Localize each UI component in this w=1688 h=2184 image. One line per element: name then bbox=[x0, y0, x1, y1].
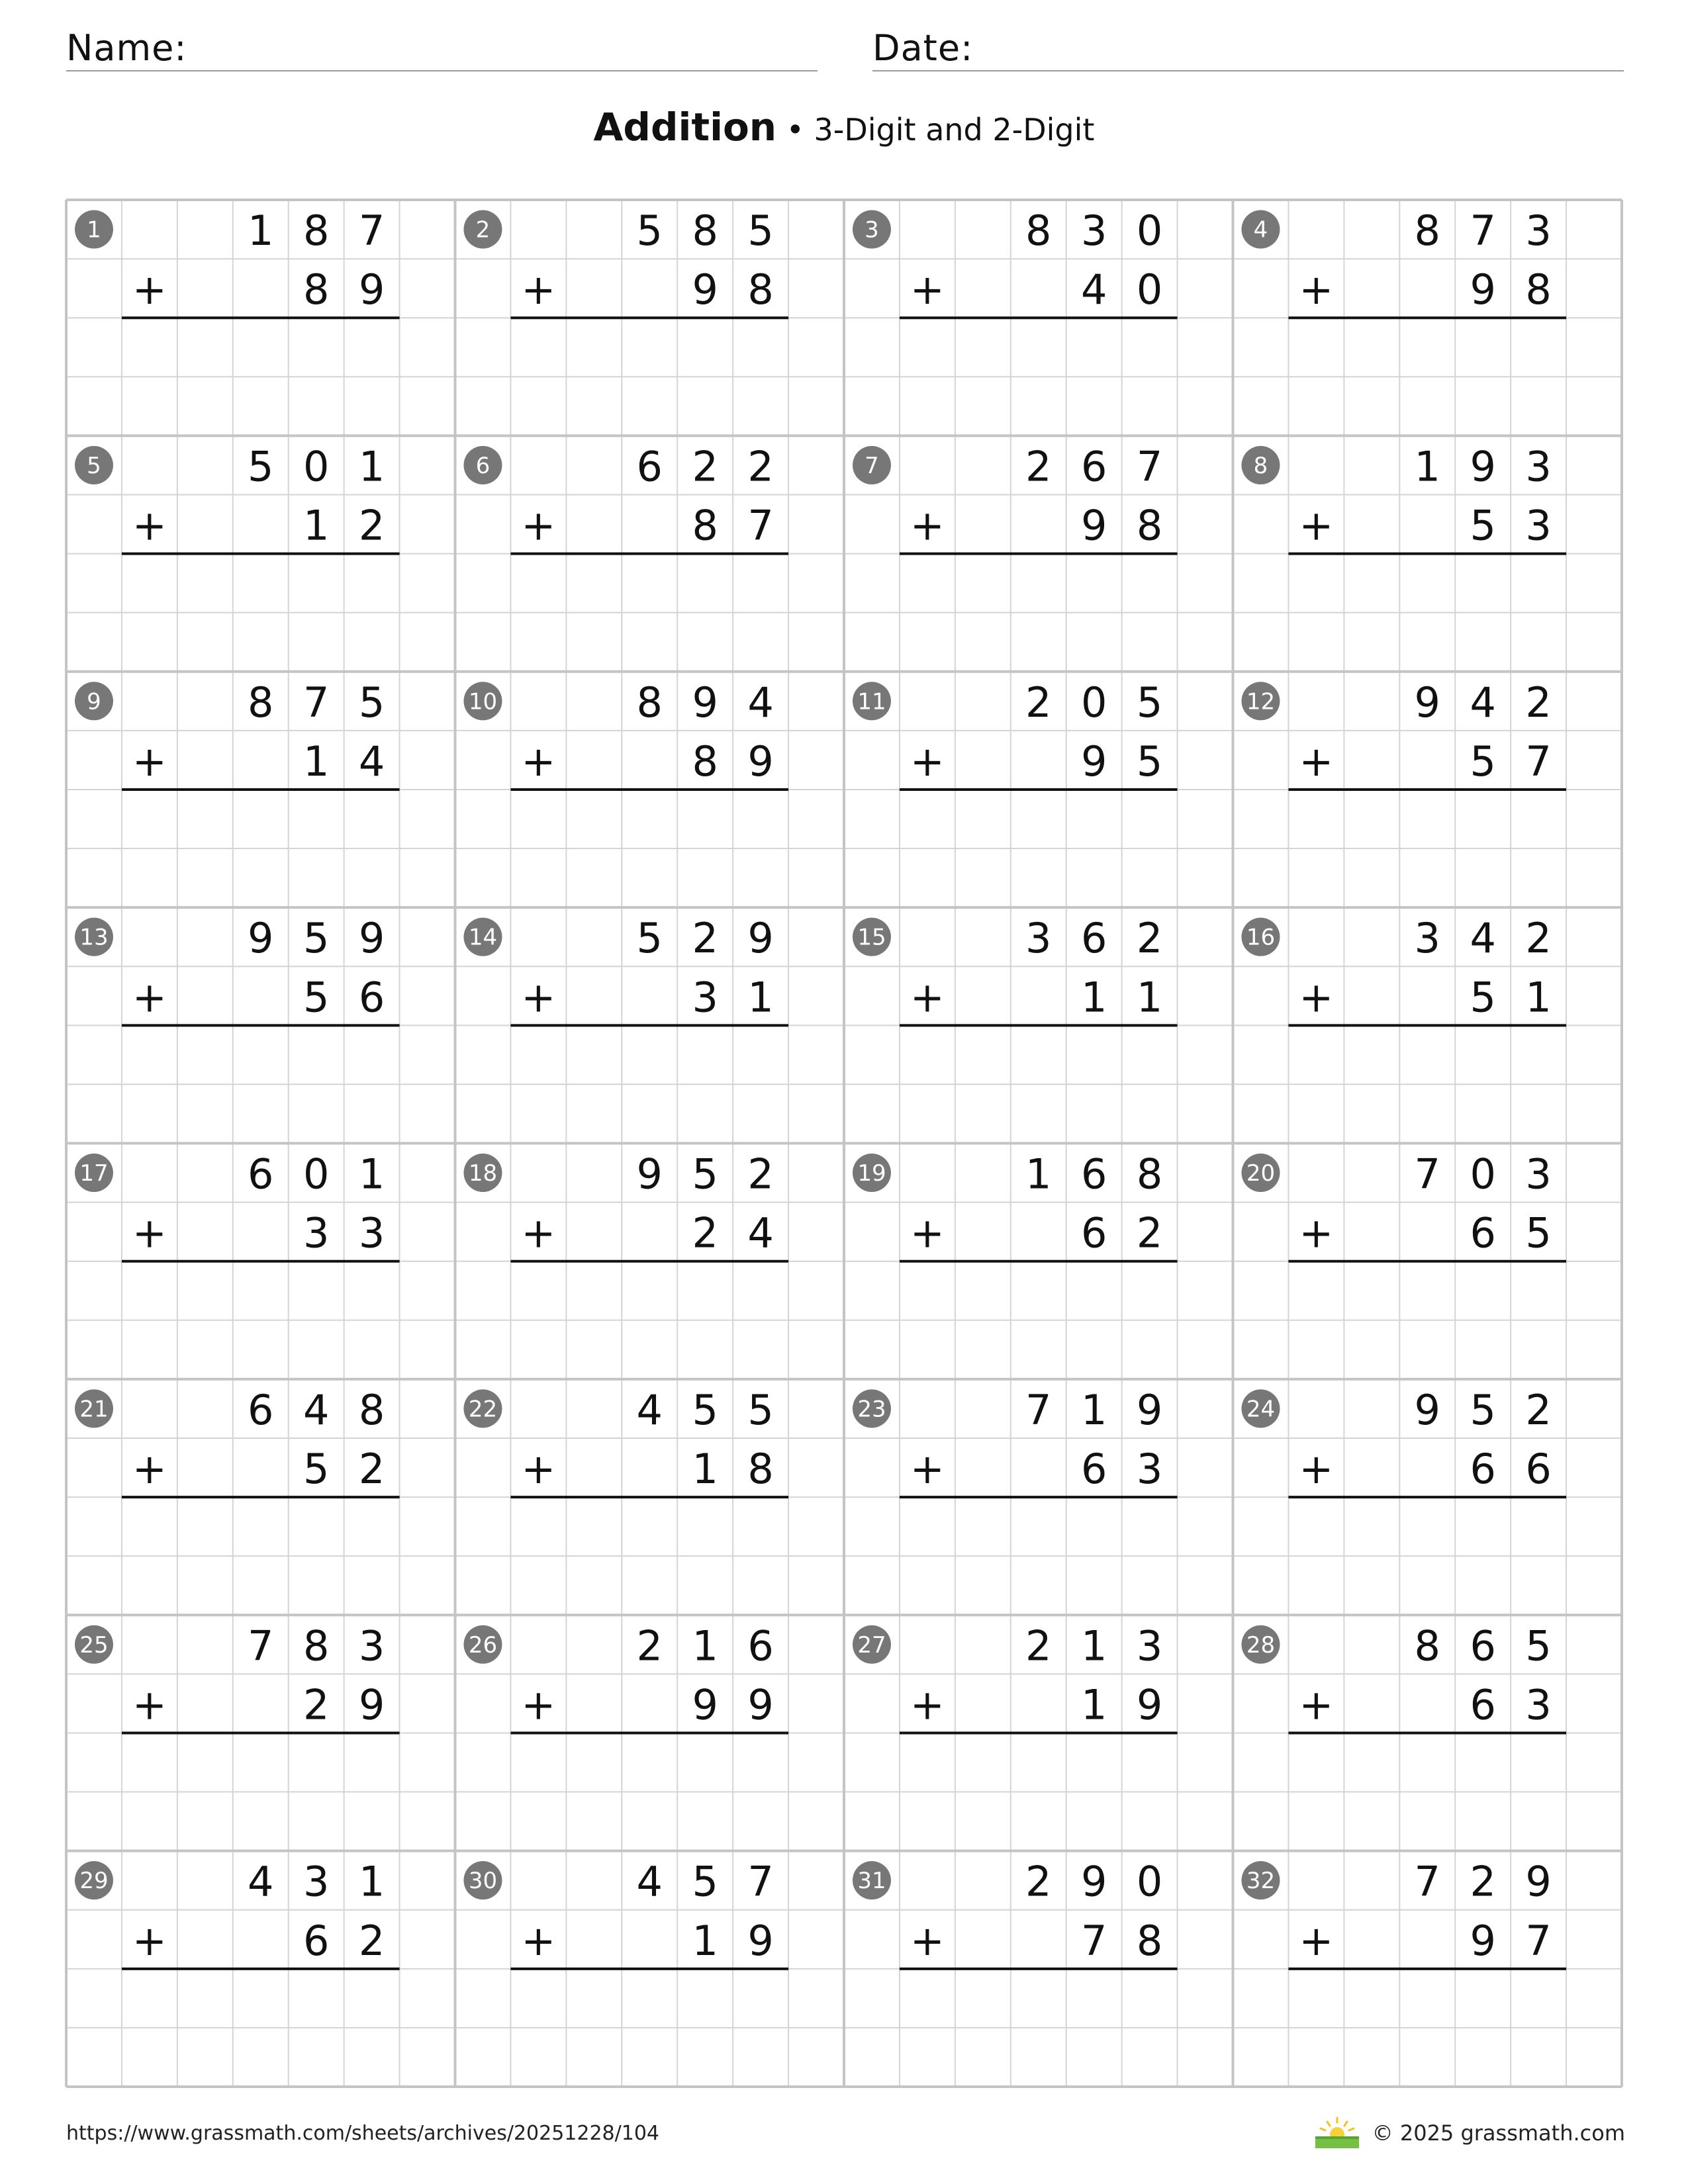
title-main: Addition bbox=[593, 105, 777, 150]
answer-area[interactable] bbox=[122, 320, 400, 433]
footer-brand bbox=[1313, 2115, 1625, 2151]
answer-area[interactable] bbox=[1288, 792, 1566, 905]
plus-sign: + bbox=[910, 501, 945, 550]
plus-sign: + bbox=[132, 501, 167, 550]
bottom-addend-digit: 5 bbox=[303, 973, 330, 1022]
bottom-addend-digit: 6 bbox=[358, 973, 385, 1022]
bottom-addend-digit: 0 bbox=[1136, 265, 1163, 314]
problem-10 bbox=[463, 678, 788, 905]
top-addend-digit: 5 bbox=[303, 914, 330, 963]
problem-number: 31 bbox=[857, 1868, 886, 1895]
top-addend-digit: 7 bbox=[1470, 206, 1496, 255]
problem-number: 27 bbox=[857, 1631, 886, 1659]
top-addend-digit: 0 bbox=[1136, 206, 1163, 255]
top-addend-digit: 8 bbox=[1414, 1621, 1440, 1670]
top-addend-digit: 7 bbox=[1414, 1150, 1440, 1199]
top-addend-digit: 9 bbox=[1136, 1385, 1163, 1434]
bottom-addend-digit: 3 bbox=[1136, 1445, 1163, 1494]
problem-number: 22 bbox=[468, 1396, 498, 1423]
top-addend-digit: 9 bbox=[1080, 1857, 1107, 1906]
problem-21 bbox=[75, 1386, 400, 1612]
problem-4 bbox=[1241, 206, 1566, 433]
top-addend-digit: 9 bbox=[1414, 678, 1440, 727]
bottom-addend-digit: 2 bbox=[358, 1916, 385, 1965]
bottom-addend-digit: 1 bbox=[303, 737, 330, 786]
bottom-addend-digit: 5 bbox=[1470, 973, 1496, 1022]
top-addend-digit: 5 bbox=[692, 1385, 718, 1434]
problem-number: 32 bbox=[1246, 1868, 1276, 1895]
top-addend-digit: 3 bbox=[1414, 914, 1440, 963]
top-addend-digit: 5 bbox=[636, 206, 663, 255]
top-addend-digit: 2 bbox=[1470, 1857, 1496, 1906]
problem-18 bbox=[463, 1150, 788, 1377]
plus-sign: + bbox=[910, 737, 945, 786]
top-addend-digit: 7 bbox=[747, 1857, 774, 1906]
top-addend-digit: 2 bbox=[692, 914, 718, 963]
plus-sign: + bbox=[1299, 1680, 1334, 1729]
bottom-addend-digit: 6 bbox=[1080, 1445, 1107, 1494]
top-addend-digit: 2 bbox=[636, 1621, 663, 1670]
answer-area[interactable] bbox=[510, 1264, 788, 1377]
top-addend-digit: 1 bbox=[692, 1621, 718, 1670]
problem-number: 19 bbox=[857, 1160, 886, 1187]
answer-area[interactable] bbox=[122, 792, 400, 905]
top-addend-digit: 0 bbox=[303, 1150, 330, 1199]
problem-number: 17 bbox=[79, 1160, 109, 1187]
answer-area[interactable] bbox=[1288, 320, 1566, 433]
top-addend-digit: 1 bbox=[358, 442, 385, 491]
problem-31 bbox=[853, 1858, 1178, 2084]
bottom-addend-digit: 7 bbox=[1080, 1916, 1107, 1965]
problem-number: 7 bbox=[865, 452, 879, 479]
problem-number: 25 bbox=[79, 1631, 109, 1659]
bottom-addend-digit: 2 bbox=[1136, 1208, 1163, 1257]
answer-area[interactable] bbox=[510, 1972, 788, 2084]
bottom-addend-digit: 9 bbox=[692, 1680, 718, 1729]
plus-sign: + bbox=[521, 973, 556, 1022]
problem-14 bbox=[463, 914, 788, 1140]
bottom-addend-digit: 2 bbox=[358, 501, 385, 550]
plus-sign: + bbox=[1299, 1445, 1334, 1494]
plus-sign: + bbox=[1299, 1916, 1334, 1965]
problem-12 bbox=[1241, 678, 1566, 905]
bottom-addend-digit: 5 bbox=[1136, 737, 1163, 786]
top-addend-digit: 2 bbox=[1525, 1385, 1552, 1434]
top-addend-digit: 1 bbox=[358, 1857, 385, 1906]
plus-sign: + bbox=[132, 265, 167, 314]
problem-9 bbox=[75, 678, 400, 905]
problem-number: 9 bbox=[87, 688, 101, 715]
top-addend-digit: 1 bbox=[248, 206, 274, 255]
top-addend-digit: 0 bbox=[1470, 1150, 1496, 1199]
plus-sign: + bbox=[1299, 973, 1334, 1022]
top-addend-digit: 1 bbox=[1414, 442, 1440, 491]
plus-sign: + bbox=[910, 1445, 945, 1494]
problem-26 bbox=[463, 1621, 788, 1848]
plus-sign: + bbox=[1299, 265, 1334, 314]
plus-sign: + bbox=[910, 973, 945, 1022]
problem-number: 5 bbox=[87, 452, 101, 479]
bottom-addend-digit: 8 bbox=[1136, 501, 1163, 550]
answer-area[interactable] bbox=[1288, 1735, 1566, 1848]
bottom-addend-digit: 2 bbox=[692, 1208, 718, 1257]
top-addend-digit: 8 bbox=[248, 678, 274, 727]
top-addend-digit: 1 bbox=[358, 1150, 385, 1199]
bottom-addend-digit: 2 bbox=[303, 1680, 330, 1729]
plus-sign: + bbox=[1299, 1208, 1334, 1257]
plus-sign: + bbox=[521, 737, 556, 786]
answer-area[interactable] bbox=[1288, 1264, 1566, 1377]
answer-area[interactable] bbox=[510, 1028, 788, 1140]
bottom-addend-digit: 3 bbox=[303, 1208, 330, 1257]
bottom-addend-digit: 9 bbox=[747, 737, 774, 786]
answer-area[interactable] bbox=[1288, 557, 1566, 669]
plus-sign: + bbox=[1299, 737, 1334, 786]
answer-area[interactable] bbox=[510, 1735, 788, 1848]
top-addend-digit: 6 bbox=[1470, 1621, 1496, 1670]
problem-29 bbox=[75, 1858, 400, 2084]
top-addend-digit: 2 bbox=[747, 1150, 774, 1199]
bottom-addend-digit: 9 bbox=[1136, 1680, 1163, 1729]
top-addend-digit: 8 bbox=[1025, 206, 1052, 255]
top-addend-digit: 3 bbox=[358, 1621, 385, 1670]
answer-area[interactable] bbox=[900, 1028, 1178, 1140]
bottom-addend-digit: 7 bbox=[747, 501, 774, 550]
top-addend-digit: 3 bbox=[303, 1857, 330, 1906]
bottom-addend-digit: 6 bbox=[1525, 1445, 1552, 1494]
top-addend-digit: 5 bbox=[358, 678, 385, 727]
answer-area[interactable] bbox=[510, 320, 788, 433]
bottom-addend-digit: 2 bbox=[358, 1445, 385, 1494]
plus-sign: + bbox=[132, 1916, 167, 1965]
footer-url[interactable]: https://www.grassmath.com/sheets/archives/20251228/104 bbox=[66, 2122, 660, 2145]
answer-area[interactable] bbox=[900, 1972, 1178, 2084]
answer-area[interactable] bbox=[510, 1500, 788, 1612]
problem-2 bbox=[463, 206, 788, 433]
bottom-addend-digit: 9 bbox=[1080, 501, 1107, 550]
problem-number: 4 bbox=[1253, 216, 1268, 244]
bottom-addend-digit: 3 bbox=[358, 1208, 385, 1257]
bottom-addend-digit: 7 bbox=[1525, 737, 1552, 786]
plus-sign: + bbox=[910, 1916, 945, 1965]
bottom-addend-digit: 5 bbox=[303, 1445, 330, 1494]
top-addend-digit: 6 bbox=[1080, 914, 1107, 963]
answer-area[interactable] bbox=[122, 1264, 400, 1377]
bottom-addend-digit: 9 bbox=[1470, 1916, 1496, 1965]
top-addend-digit: 8 bbox=[692, 206, 718, 255]
plus-sign: + bbox=[132, 1445, 167, 1494]
bottom-addend-digit: 3 bbox=[1525, 501, 1552, 550]
top-addend-digit: 9 bbox=[747, 914, 774, 963]
problem-25 bbox=[75, 1621, 400, 1848]
answer-area[interactable] bbox=[900, 1500, 1178, 1612]
problem-number: 6 bbox=[475, 452, 491, 479]
top-addend-digit: 1 bbox=[1025, 1150, 1052, 1199]
problem-number: 30 bbox=[468, 1868, 498, 1895]
top-addend-digit: 0 bbox=[1136, 1857, 1163, 1906]
problem-number: 3 bbox=[865, 216, 879, 244]
top-addend-digit: 6 bbox=[747, 1621, 774, 1670]
problem-number: 28 bbox=[1246, 1631, 1276, 1659]
problem-28 bbox=[1241, 1621, 1566, 1848]
top-addend-digit: 9 bbox=[1414, 1385, 1440, 1434]
problem-number: 13 bbox=[79, 924, 109, 951]
answer-area[interactable] bbox=[510, 792, 788, 905]
problem-number: 26 bbox=[468, 1631, 498, 1659]
plus-sign: + bbox=[132, 973, 167, 1022]
top-addend-digit: 4 bbox=[636, 1857, 663, 1906]
problem-8 bbox=[1241, 442, 1566, 668]
title-subtitle: • 3-Digit and 2-Digit bbox=[776, 112, 1095, 148]
top-addend-digit: 6 bbox=[248, 1150, 274, 1199]
bottom-addend-digit: 5 bbox=[1470, 737, 1496, 786]
problem-32 bbox=[1241, 1858, 1566, 2084]
answer-area[interactable] bbox=[122, 557, 400, 669]
sun-over-grass-icon bbox=[1313, 2116, 1362, 2150]
top-addend-digit: 5 bbox=[747, 1385, 774, 1434]
problem-number: 29 bbox=[79, 1868, 109, 1895]
problem-30 bbox=[463, 1858, 788, 2084]
bottom-addend-digit: 7 bbox=[1525, 1916, 1552, 1965]
top-addend-digit: 7 bbox=[1414, 1857, 1440, 1906]
problem-5 bbox=[75, 442, 400, 668]
top-addend-digit: 9 bbox=[248, 914, 274, 963]
top-addend-digit: 9 bbox=[358, 914, 385, 963]
bottom-addend-digit: 9 bbox=[1080, 737, 1107, 786]
top-addend-digit: 6 bbox=[636, 442, 663, 491]
answer-area[interactable] bbox=[900, 320, 1178, 433]
top-addend-digit: 8 bbox=[1136, 1150, 1163, 1199]
bottom-addend-digit: 4 bbox=[358, 737, 385, 786]
top-addend-digit: 7 bbox=[1136, 442, 1163, 491]
bottom-addend-digit: 1 bbox=[303, 501, 330, 550]
top-addend-digit: 8 bbox=[358, 1385, 385, 1434]
top-addend-digit: 6 bbox=[1080, 1150, 1107, 1199]
answer-area[interactable] bbox=[900, 792, 1178, 905]
problem-number: 1 bbox=[87, 216, 101, 244]
problem-22 bbox=[463, 1386, 788, 1612]
date-label: Date: bbox=[872, 27, 974, 69]
bottom-addend-digit: 8 bbox=[1525, 265, 1552, 314]
top-addend-digit: 9 bbox=[1525, 1857, 1552, 1906]
bottom-addend-digit: 8 bbox=[747, 265, 774, 314]
problem-number: 12 bbox=[1246, 688, 1276, 715]
problem-3 bbox=[853, 206, 1178, 433]
answer-area[interactable] bbox=[900, 1264, 1178, 1377]
problem-19 bbox=[853, 1150, 1178, 1377]
top-addend-digit: 4 bbox=[636, 1385, 663, 1434]
bottom-addend-digit: 6 bbox=[303, 1916, 330, 1965]
bottom-addend-digit: 9 bbox=[358, 1680, 385, 1729]
problem-number: 16 bbox=[1246, 924, 1276, 951]
bottom-addend-digit: 5 bbox=[1525, 1208, 1552, 1257]
bottom-addend-digit: 8 bbox=[692, 737, 718, 786]
top-addend-digit: 3 bbox=[1080, 206, 1107, 255]
bottom-addend-digit: 1 bbox=[692, 1445, 718, 1494]
top-addend-digit: 3 bbox=[1525, 442, 1552, 491]
bottom-addend-digit: 4 bbox=[747, 1208, 774, 1257]
top-addend-digit: 7 bbox=[358, 206, 385, 255]
top-addend-digit: 5 bbox=[692, 1857, 718, 1906]
plus-sign: + bbox=[1299, 501, 1334, 550]
plus-sign: + bbox=[521, 1916, 556, 1965]
top-addend-digit: 3 bbox=[1025, 914, 1052, 963]
top-addend-digit: 9 bbox=[636, 1150, 663, 1199]
plus-sign: + bbox=[132, 1680, 167, 1729]
problem-24 bbox=[1241, 1386, 1566, 1612]
bottom-addend-digit: 6 bbox=[1470, 1208, 1496, 1257]
top-addend-digit: 5 bbox=[1470, 1385, 1496, 1434]
problem-1 bbox=[75, 206, 400, 433]
top-addend-digit: 8 bbox=[303, 1621, 330, 1670]
top-addend-digit: 1 bbox=[1080, 1385, 1107, 1434]
top-addend-digit: 5 bbox=[692, 1150, 718, 1199]
plus-sign: + bbox=[521, 501, 556, 550]
plus-sign: + bbox=[910, 265, 945, 314]
problem-number: 15 bbox=[857, 924, 886, 951]
plus-sign: + bbox=[910, 1680, 945, 1729]
bottom-addend-digit: 4 bbox=[1080, 265, 1107, 314]
top-addend-digit: 8 bbox=[303, 206, 330, 255]
top-addend-digit: 2 bbox=[1525, 678, 1552, 727]
answer-area[interactable] bbox=[510, 557, 788, 669]
problem-number: 18 bbox=[468, 1160, 498, 1187]
bottom-addend-digit: 8 bbox=[1136, 1916, 1163, 1965]
top-addend-digit: 6 bbox=[248, 1385, 274, 1434]
bottom-addend-digit: 8 bbox=[747, 1445, 774, 1494]
problem-16 bbox=[1241, 914, 1566, 1140]
problem-number: 2 bbox=[475, 216, 491, 244]
top-addend-digit: 5 bbox=[1525, 1621, 1552, 1670]
top-addend-digit: 5 bbox=[1136, 678, 1163, 727]
bottom-addend-digit: 1 bbox=[1136, 973, 1163, 1022]
name-label: Name: bbox=[66, 27, 187, 69]
problem-6 bbox=[463, 442, 788, 668]
answer-area[interactable] bbox=[1288, 1972, 1566, 2084]
answer-area[interactable] bbox=[900, 1735, 1178, 1848]
answer-area[interactable] bbox=[122, 1735, 400, 1848]
top-addend-digit: 8 bbox=[636, 678, 663, 727]
bottom-addend-digit: 6 bbox=[1080, 1208, 1107, 1257]
bottom-addend-digit: 8 bbox=[692, 501, 718, 550]
problem-number: 20 bbox=[1246, 1160, 1276, 1187]
top-addend-digit: 4 bbox=[1470, 678, 1496, 727]
bottom-addend-digit: 1 bbox=[692, 1916, 718, 1965]
bottom-addend-digit: 8 bbox=[303, 265, 330, 314]
top-addend-digit: 2 bbox=[1525, 914, 1552, 963]
top-addend-digit: 2 bbox=[1025, 1621, 1052, 1670]
plus-sign: + bbox=[132, 737, 167, 786]
top-addend-digit: 6 bbox=[1080, 442, 1107, 491]
bottom-addend-digit: 9 bbox=[692, 265, 718, 314]
problem-20 bbox=[1241, 1150, 1566, 1377]
problem-number: 24 bbox=[1246, 1396, 1276, 1423]
footer-copyright: © 2025 grassmath.com bbox=[1372, 2120, 1625, 2146]
bottom-addend-digit: 3 bbox=[692, 973, 718, 1022]
top-addend-digit: 2 bbox=[692, 442, 718, 491]
plus-sign: + bbox=[521, 1445, 556, 1494]
answer-area[interactable] bbox=[1288, 1028, 1566, 1140]
top-addend-digit: 1 bbox=[1080, 1621, 1107, 1670]
plus-sign: + bbox=[132, 1208, 167, 1257]
top-addend-digit: 7 bbox=[1025, 1385, 1052, 1434]
bottom-addend-digit: 3 bbox=[1525, 1680, 1552, 1729]
answer-area[interactable] bbox=[122, 1028, 400, 1140]
bottom-addend-digit: 9 bbox=[358, 265, 385, 314]
top-addend-digit: 5 bbox=[636, 914, 663, 963]
top-addend-digit: 7 bbox=[303, 678, 330, 727]
problem-15 bbox=[853, 914, 1178, 1140]
problem-number: 23 bbox=[857, 1396, 886, 1423]
top-addend-digit: 0 bbox=[1080, 678, 1107, 727]
top-addend-digit: 2 bbox=[747, 442, 774, 491]
answer-area[interactable] bbox=[122, 1972, 400, 2084]
plus-sign: + bbox=[910, 1208, 945, 1257]
problem-number: 21 bbox=[79, 1396, 109, 1423]
top-addend-digit: 4 bbox=[1470, 914, 1496, 963]
top-addend-digit: 9 bbox=[1470, 442, 1496, 491]
top-addend-digit: 3 bbox=[1525, 1150, 1552, 1199]
top-addend-digit: 5 bbox=[248, 442, 274, 491]
problem-number: 11 bbox=[857, 688, 886, 715]
plus-sign: + bbox=[521, 1208, 556, 1257]
plus-sign: + bbox=[521, 1680, 556, 1729]
bottom-addend-digit: 1 bbox=[1080, 973, 1107, 1022]
top-addend-digit: 0 bbox=[303, 442, 330, 491]
bottom-addend-digit: 6 bbox=[1470, 1445, 1496, 1494]
top-addend-digit: 4 bbox=[248, 1857, 274, 1906]
plus-sign: + bbox=[521, 265, 556, 314]
problem-23 bbox=[853, 1386, 1178, 1612]
top-addend-digit: 3 bbox=[1136, 1621, 1163, 1670]
top-addend-digit: 5 bbox=[747, 206, 774, 255]
top-addend-digit: 8 bbox=[1414, 206, 1440, 255]
top-addend-digit: 9 bbox=[692, 678, 718, 727]
bottom-addend-digit: 1 bbox=[1080, 1680, 1107, 1729]
problem-27 bbox=[853, 1621, 1178, 1848]
top-addend-digit: 2 bbox=[1025, 678, 1052, 727]
top-addend-digit: 4 bbox=[303, 1385, 330, 1434]
top-addend-digit: 3 bbox=[1525, 206, 1552, 255]
answer-area[interactable] bbox=[1288, 1500, 1566, 1612]
problem-13 bbox=[75, 914, 400, 1140]
bottom-addend-digit: 5 bbox=[1470, 501, 1496, 550]
top-addend-digit: 7 bbox=[248, 1621, 274, 1670]
problem-number: 14 bbox=[468, 924, 498, 951]
bottom-addend-digit: 9 bbox=[747, 1680, 774, 1729]
problem-number: 8 bbox=[1253, 452, 1268, 479]
bottom-addend-digit: 9 bbox=[1470, 265, 1496, 314]
top-addend-digit: 2 bbox=[1025, 442, 1052, 491]
top-addend-digit: 2 bbox=[1025, 1857, 1052, 1906]
top-addend-digit: 2 bbox=[1136, 914, 1163, 963]
answer-area[interactable] bbox=[122, 1500, 400, 1612]
answer-area[interactable] bbox=[900, 557, 1178, 669]
bottom-addend-digit: 9 bbox=[747, 1916, 774, 1965]
problem-17 bbox=[75, 1150, 400, 1377]
problem-number: 10 bbox=[468, 688, 498, 715]
bottom-addend-digit: 6 bbox=[1470, 1680, 1496, 1729]
bottom-addend-digit: 1 bbox=[747, 973, 774, 1022]
problem-11 bbox=[853, 678, 1178, 905]
problem-7 bbox=[853, 442, 1178, 668]
top-addend-digit: 4 bbox=[747, 678, 774, 727]
bottom-addend-digit: 1 bbox=[1525, 973, 1552, 1022]
